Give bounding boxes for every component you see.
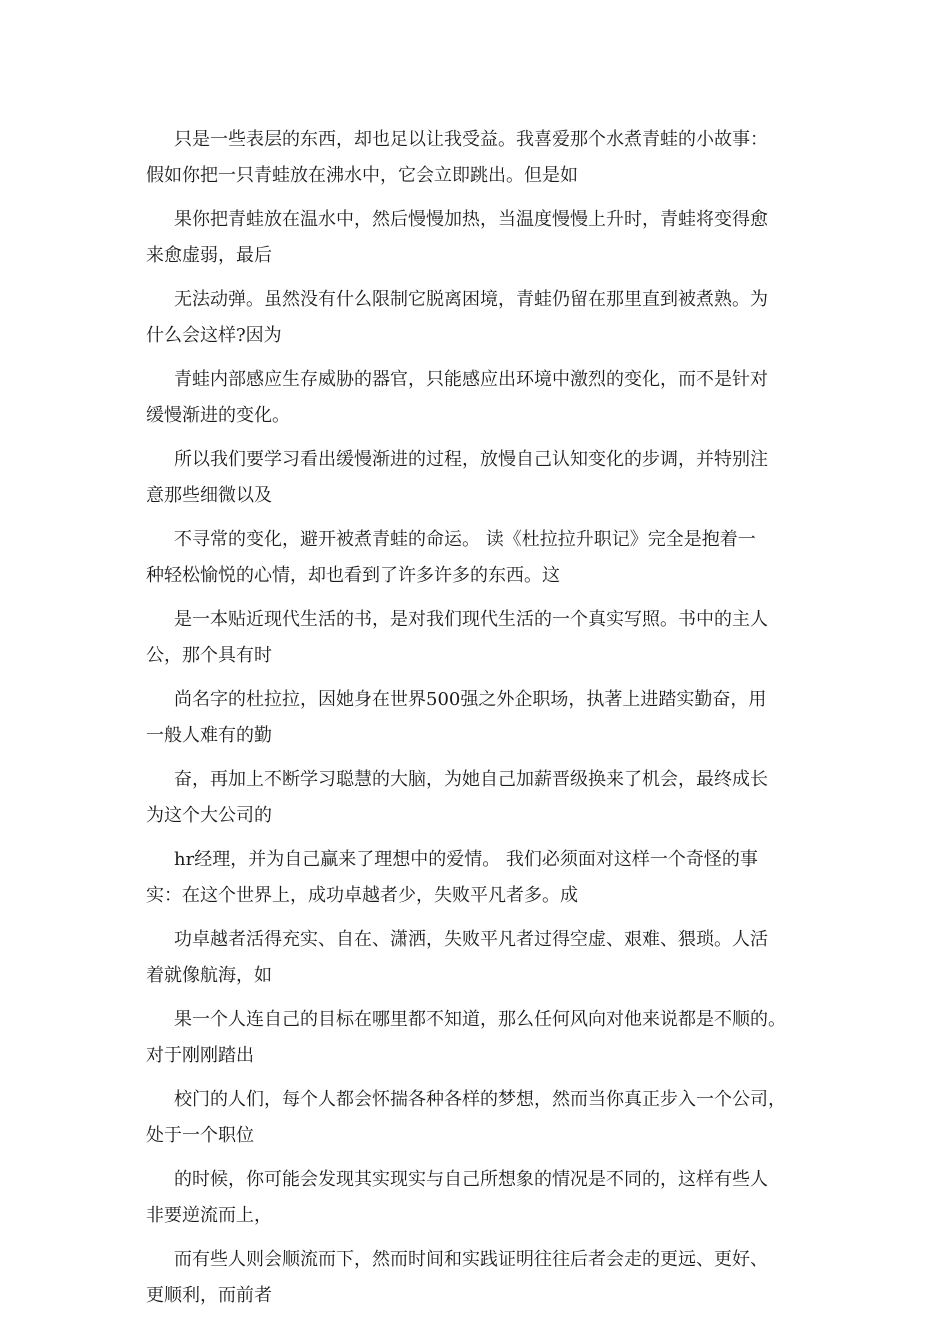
- paragraph-line-second: 一般人难有的勤: [146, 725, 272, 746]
- paragraph: [146, 1082, 826, 1154]
- paragraph-line-second: 处于一个职位: [146, 1125, 254, 1146]
- paragraph: [146, 1002, 826, 1074]
- paragraph-line-second: 为这个大公司的: [146, 805, 272, 826]
- paragraph-line-first: 不寻常的变化，避开被煮青蛙的命运。 读《杜拉拉升职记》完全是抱着一: [174, 529, 756, 550]
- paragraph-line-first: 无法动弹。虽然没有什么限制它脱离困境，青蛙仍留在那里直到被煮熟。为: [174, 289, 768, 310]
- paragraph-line-first: 只是一些表层的东西，却也足以让我受益。我喜爱那个水煮青蛙的小故事：: [174, 129, 768, 150]
- paragraph-line-second: 种轻松愉悦的心情，却也看到了许多许多的东西。这: [146, 565, 560, 586]
- paragraph: [146, 762, 826, 834]
- paragraph-line-first: 所以我们要学习看出缓慢渐进的过程，放慢自己认知变化的步调，并特别注: [174, 449, 768, 470]
- paragraph: [146, 442, 826, 514]
- paragraph-line-first: 功卓越者活得充实、自在、潇洒，失败平凡者过得空虚、艰难、猥琐。人活: [174, 929, 768, 950]
- document-body: [146, 122, 826, 1322]
- paragraph-line-second: 更顺利，而前者: [146, 1285, 272, 1306]
- paragraph: [146, 1162, 826, 1234]
- paragraph-line-first: 青蛙内部感应生存威胁的器官，只能感应出环境中激烈的变化，而不是针对: [174, 369, 768, 390]
- paragraph-line-second: 实：在这个世界上，成功卓越者少，失败平凡者多。成: [146, 885, 578, 906]
- paragraph-line-second: 对于刚刚踏出: [146, 1045, 254, 1066]
- paragraph-line-second: 非要逆流而上，: [146, 1205, 272, 1226]
- paragraph-line-first: hr经理，并为自己赢来了理想中的爱情。 我们必须面对这样一个奇怪的事: [174, 849, 758, 870]
- paragraph: [146, 122, 826, 194]
- paragraph-line-first: 的时候，你可能会发现其实现实与自己所想象的情况是不同的，这样有些人: [174, 1169, 768, 1190]
- paragraph-line-second: 缓慢渐进的变化。: [146, 405, 290, 426]
- paragraph-line-second: 公，那个具有时: [146, 645, 272, 666]
- paragraph-line-first: 而有些人则会顺流而下，然而时间和实践证明往往后者会走的更远、更好、: [174, 1249, 768, 1270]
- paragraph-line-first: 果一个人连自己的目标在哪里都不知道，那么任何风向对他来说都是不顺的。: [174, 1009, 786, 1030]
- paragraph-line-second: 来愈虚弱，最后: [146, 245, 272, 266]
- paragraph-line-first: 奋，再加上不断学习聪慧的大脑，为她自己加薪晋级换来了机会，最终成长: [174, 769, 768, 790]
- paragraph: [146, 842, 826, 914]
- paragraph-line-first: 果你把青蛙放在温水中，然后慢慢加热，当温度慢慢上升时，青蛙将变得愈: [174, 209, 768, 230]
- paragraph: [146, 202, 826, 274]
- paragraph-line-first: 是一本贴近现代生活的书，是对我们现代生活的一个真实写照。书中的主人: [174, 609, 768, 630]
- paragraph: [146, 682, 826, 754]
- paragraph: [146, 922, 826, 994]
- paragraph: [146, 522, 826, 594]
- paragraph-line-second: 什么会这样?因为: [146, 325, 282, 346]
- paragraph-line-second: 着就像航海，如: [146, 965, 272, 986]
- paragraph-line-first: 尚名字的杜拉拉，因她身在世界500强之外企职场，执著上进踏实勤奋，用: [174, 689, 767, 710]
- paragraph: [146, 362, 826, 434]
- paragraph: [146, 602, 826, 674]
- paragraph-line-first: 校门的人们，每个人都会怀揣各种各样的梦想，然而当你真正步入一个公司，: [174, 1089, 786, 1110]
- paragraph: [146, 1242, 826, 1314]
- paragraph-line-second: 意那些细微以及: [146, 485, 272, 506]
- paragraph: [146, 282, 826, 354]
- paragraph-line-second: 假如你把一只青蛙放在沸水中，它会立即跳出。但是如: [146, 165, 578, 186]
